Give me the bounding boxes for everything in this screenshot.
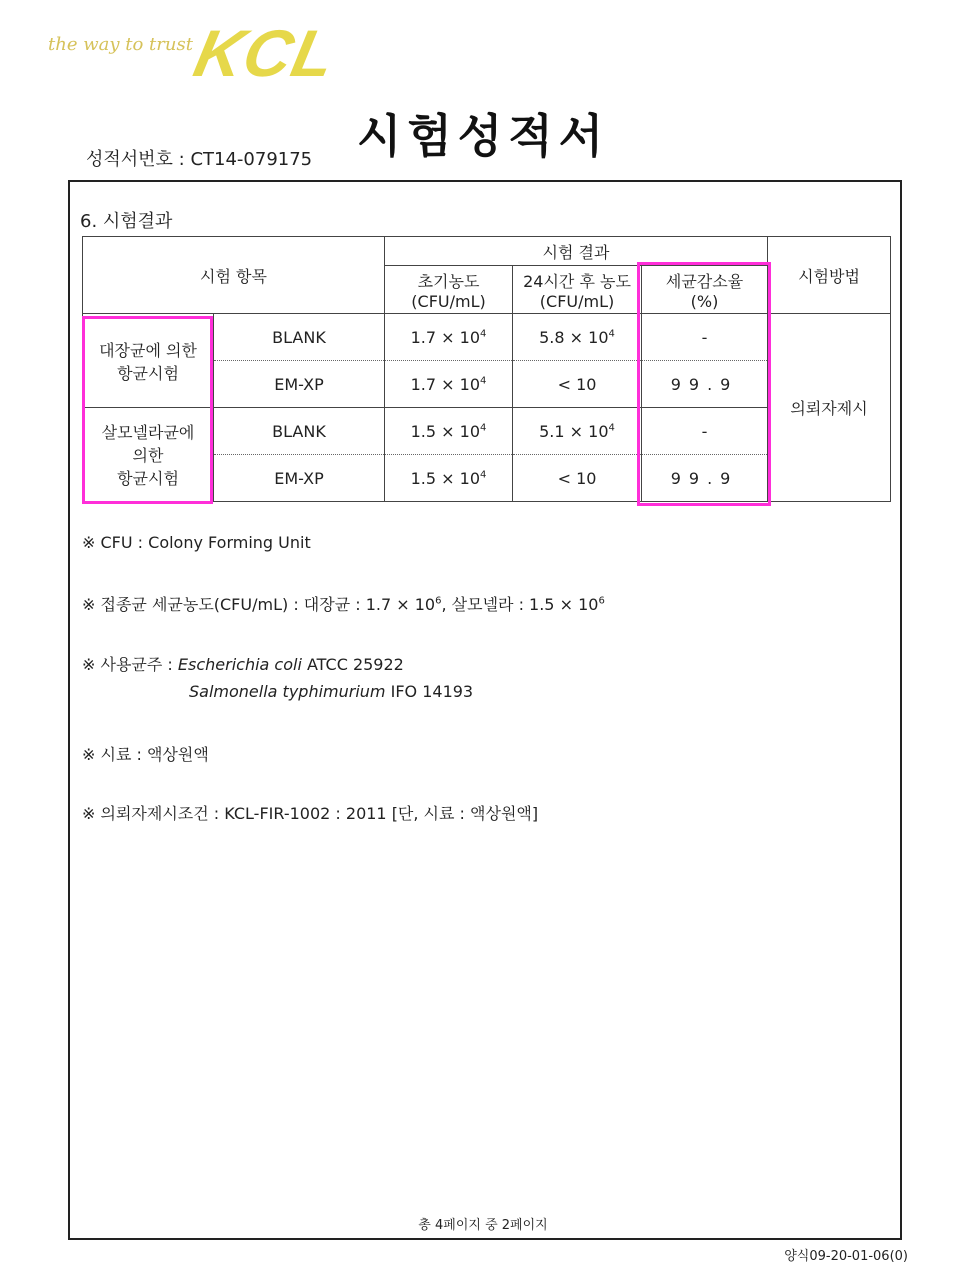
highlight-reduction-column (637, 262, 771, 506)
note-inoculum-text: ※ 접종균 세균농도(CFU/mL) : 대장균 : 1.7 × 10 (82, 595, 436, 614)
group-label-line: 대장균에 의한 (99, 340, 197, 360)
header-test-item: 시험 항목 (83, 237, 385, 314)
initial-concentration (385, 455, 513, 502)
sample-name: EM-XP (214, 361, 385, 408)
logo-tagline: the way to trust (48, 34, 193, 55)
value-exponent: 4 (480, 422, 487, 434)
value-exponent: 4 (480, 328, 487, 340)
kcl-logo (48, 16, 343, 96)
strain-id: ATCC 25922 (301, 655, 404, 674)
test-method-value: 의뢰자제시 (768, 314, 891, 502)
header-after-label: 24시간 후 농도 (523, 271, 631, 291)
group-label-line: 항균시험 (117, 469, 179, 488)
value-mantissa: 1.7 × 10 (410, 327, 481, 347)
value-mantissa: 5.1 × 10 (539, 421, 609, 441)
value-mantissa: 1.5 × 10 (410, 468, 481, 488)
value-exponent: 4 (480, 469, 487, 481)
note-strain (82, 652, 404, 675)
value-mantissa: 5.8 × 10 (539, 327, 609, 347)
sample-name: EM-XP (214, 455, 385, 502)
after-concentration (513, 408, 642, 455)
header-test-method: 시험방법 (768, 237, 891, 314)
sample-name: BLANK (214, 314, 385, 361)
value-exponent: 4 (608, 422, 615, 434)
group-label-line: 항균시험 (117, 363, 179, 383)
strain-name: Escherichia coli (177, 655, 302, 674)
reduction-rate: - (642, 314, 768, 361)
after-concentration: < 10 (513, 455, 642, 502)
header-initial-label: 초기농도 (417, 271, 480, 291)
header-result-group: 시험 결과 (385, 237, 768, 266)
header-initial-unit: (CFU/mL) (411, 291, 486, 311)
note-inoculum-exp: 6 (598, 595, 605, 607)
group-label-line: 살모넬라균에 (101, 423, 195, 442)
value-exponent: 4 (480, 375, 487, 387)
value-exponent: 4 (608, 328, 615, 340)
section-title: 6. 시험결과 (80, 211, 173, 232)
note-condition: ※ 의뢰자제시조건 : KCL-FIR-1002 : 2011 [단, 시료 : 액상원액] (82, 804, 539, 823)
note-inoculum-text: , 살모넬라 : 1.5 × 10 (441, 595, 599, 614)
header-reduction-unit: (%) (690, 291, 719, 311)
after-concentration (513, 314, 642, 361)
strain-name: Salmonella typhimurium (189, 682, 386, 701)
value-mantissa: 1.5 × 10 (410, 421, 481, 441)
note-cfu: ※ CFU : Colony Forming Unit (82, 533, 311, 552)
group-label-line: 의한 (132, 446, 164, 465)
after-concentration: < 10 (513, 361, 642, 408)
document-title: 시험성적서 (356, 109, 610, 163)
note-inoculum (82, 592, 605, 615)
value-mantissa: 1.7 × 10 (410, 374, 481, 394)
highlight-test-items (82, 316, 213, 504)
reduction-rate: 99.9 (642, 455, 768, 502)
reduction-rate: - (642, 408, 768, 455)
header-after (513, 266, 642, 314)
header-after-unit: (CFU/mL) (539, 291, 615, 311)
note-inoculum-exp: 6 (435, 595, 442, 607)
certificate-number: 성적서번호 : CT14-079175 (86, 149, 313, 170)
note-sample: ※ 시료 : 액상원액 (82, 745, 209, 764)
form-code: 양식09-20-01-06(0) (784, 1249, 908, 1264)
initial-concentration (385, 408, 513, 455)
note-strain-2 (189, 682, 473, 701)
note-strain-label: ※ 사용균주 : (82, 655, 178, 674)
page-indicator: 총 4페이지 중 2페이지 (418, 1218, 548, 1233)
reduction-rate: 99.9 (642, 361, 768, 408)
sample-name: BLANK (214, 408, 385, 455)
initial-concentration (385, 361, 513, 408)
logo-brand: KCL (188, 16, 343, 90)
header-initial (385, 266, 513, 314)
header-reduction-label: 세균감소율 (665, 271, 744, 291)
initial-concentration (385, 314, 513, 361)
strain-id: IFO 14193 (385, 682, 474, 701)
